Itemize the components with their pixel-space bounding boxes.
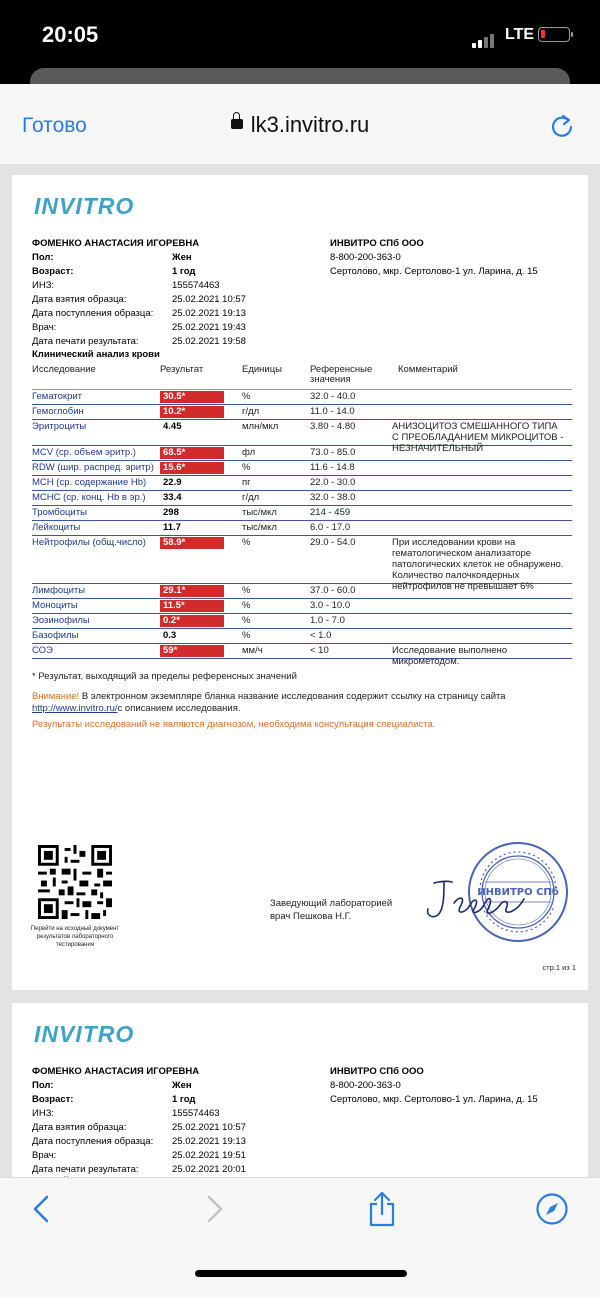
field-label: Возраст: [32,266,74,277]
signal-icon [472,30,496,48]
warning-text: В электронном экземпляре бланка название исследования содержит ссылку на страницу сайта [79,691,506,702]
field-label: Врач: [32,1150,57,1161]
field-label: Дата взятия образца: [32,1122,127,1133]
battery-icon [538,27,570,42]
lab-name: ИНВИТРО СПб ООО [330,1066,424,1077]
header-test: Исследование [32,364,96,375]
test-unit: фл [242,447,256,458]
test-result: 68.5* [160,447,224,459]
test-result: 0.2* [160,615,224,627]
document-page-1 [12,175,588,990]
qr-code-icon[interactable] [38,845,112,919]
field-label: Дата печати результата: [32,336,139,347]
qr-caption: Перейти на исходный документ результатов лабораторного тестирования [30,926,120,948]
lab-phone: 8-800-200-363-0 [330,1080,401,1091]
field-value: 25.02.2021 20:01 [172,1164,246,1175]
field-value: 1 год [172,1094,196,1105]
patient-name: ФОМЕНКО АНАСТАСИЯ ИГОРЕВНА [32,238,200,249]
test-result: 10.2* [160,406,224,418]
lab-address: Сертолово, мкр. Сертолово-1 ул. Ларина, д. 15 [330,266,538,277]
done-button[interactable]: Готово [22,114,87,137]
home-indicator [195,1270,407,1277]
test-reference: 32.0 - 38.0 [310,492,356,503]
browser-nav-bar [0,84,600,165]
lab-info [330,237,538,279]
test-unit: г/дл [242,492,260,503]
reload-icon[interactable] [550,112,574,143]
url-text: lk3.invitro.ru [250,112,370,137]
test-result: 59* [160,645,224,657]
test-result: 11.5* [160,600,224,612]
test-name[interactable]: Нейтрофилы (общ.число) [32,537,146,548]
back-icon[interactable] [30,1194,54,1229]
table-row [32,584,572,599]
field-label: Дата печати результата: [32,1164,139,1175]
invitro-link[interactable]: http://www.invitro.ru/ [32,703,118,714]
test-unit: млн/мкл [242,421,279,432]
document-page-2 [12,1003,588,1203]
test-name[interactable]: СОЭ [32,645,53,656]
network-type: LTE [505,26,535,43]
test-name[interactable]: RDW (шир. распред. эритр) [32,462,154,473]
table-row [32,461,572,476]
test-reference: 3.0 - 10.0 [310,600,351,611]
signatory-name: врач Пешкова Н.Г. [270,911,352,922]
test-reference: 32.0 - 40.0 [310,391,356,402]
test-comment: Исследование выполнено микрометодом. [392,645,508,667]
field-value: 25.02.2021 19:13 [172,1136,246,1147]
test-name[interactable]: MCV (ср. объем эритр.) [32,447,136,458]
signatory [270,897,392,923]
test-comment: АНИЗОЦИТОЗ СМЕШАННОГО ТИПА С ПРЕОБЛАДАНИЕМ МИКРОЦИТОВ - НЕЗНАЧИТЕЛЬНЫЙ [392,421,564,454]
field-value: 25.02.2021 19:58 [172,336,246,347]
patient-values [172,1079,246,1177]
document-viewport[interactable] [0,165,600,1177]
test-name[interactable]: Лимфоциты [32,585,86,596]
footnote: * Результат, выходящий за пределы референсных значений [32,671,297,682]
test-result: 298 [163,507,179,518]
section-title: Клинический анализ крови [32,349,160,360]
table-row [32,446,572,461]
field-label: Дата взятия образца: [32,294,127,305]
compass-icon[interactable] [535,1192,569,1231]
field-label: Возраст: [32,1094,74,1105]
field-label: Пол: [32,252,54,263]
test-unit: % [242,537,251,548]
test-result: 15.6* [160,462,224,474]
signature [420,875,530,925]
header-units: Единицы [242,364,283,375]
test-name[interactable]: Гемоглобин [32,406,84,417]
test-name[interactable]: Базофилы [32,630,79,641]
header-reference [310,365,372,385]
test-name[interactable]: Тромбоциты [32,507,87,518]
field-label: Пол: [32,1080,54,1091]
warning-text-2: с описанием исследования. [117,703,241,714]
test-name[interactable]: MCH (ср. содержание Hb) [32,477,147,488]
test-reference: 73.0 - 85.0 [310,447,356,458]
test-comment: При исследовании крови на гематологическом анализаторе патологических клеток не обнаружено. Количество палочкоядерных нейтрофилов не превышает 6% [392,537,564,592]
test-reference: 29.0 - 54.0 [310,537,356,548]
lab-phone: 8-800-200-363-0 [330,252,401,263]
test-name[interactable]: Моноциты [32,600,78,611]
patient-name: ФОМЕНКО АНАСТАСИЯ ИГОРЕВНА [32,1066,200,1077]
test-result: 4.45 [163,421,182,432]
browser-toolbar [0,1177,600,1298]
test-reference: 37.0 - 60.0 [310,585,356,596]
test-name[interactable]: Гематокрит [32,391,83,402]
field-label: Врач: [32,322,57,333]
test-result: 0.3 [163,630,177,641]
field-label: ИНЗ: [32,280,55,291]
status-time: 20:05 [42,22,99,47]
table-row [32,476,572,491]
test-name[interactable]: Эритроциты [32,421,87,432]
test-reference: < 1.0 [310,630,332,641]
test-reference: 11.6 - 14.8 [310,462,355,473]
table-row [32,491,572,506]
test-unit: % [242,585,251,596]
field-value: 25.02.2021 10:57 [172,294,246,305]
test-unit: пг [242,477,251,488]
disclaimer: Результаты исследований не являются диагнозом, необходима консультация специалиста. [32,719,436,730]
field-value: 155574463 [172,280,220,291]
field-value: 25.02.2021 19:13 [172,308,246,319]
test-unit: мм/ч [242,645,263,656]
header-reference-2: значения [310,374,351,385]
field-value: 25.02.2021 19:43 [172,322,246,333]
field-value: 25.02.2021 10:57 [172,1122,246,1133]
table-row [32,644,572,667]
test-result: 30.5* [160,391,224,403]
test-unit: тыс/мкл [242,522,277,533]
header-comment: Комментарий [398,364,458,375]
test-result: 22.9 [163,477,182,488]
field-value: Жен [172,1080,192,1091]
test-unit: % [242,391,251,402]
browser-sheet [0,84,600,1297]
table-row [32,521,572,536]
test-name[interactable]: Эозинофилы [32,615,90,626]
table-body [32,390,572,667]
table-row [32,629,572,644]
status-bar [0,0,600,72]
lock-icon [231,119,243,129]
patient-values [172,251,246,349]
test-unit: % [242,462,251,473]
table-row [32,614,572,629]
field-label: ИНЗ: [32,1108,55,1119]
table-row [32,599,572,614]
results-table [32,363,572,667]
url-bar[interactable] [0,112,600,138]
test-reference: 6.0 - 17.0 [310,522,351,533]
page-number: стр.1 из 1 [542,963,576,972]
field-label: Дата поступления образца: [32,308,154,319]
field-value: Жен [172,252,192,263]
test-result: 58.9* [160,537,224,549]
header-result: Результат [160,364,204,375]
table-row [32,405,572,420]
test-result: 11.7 [163,522,181,533]
lab-address: Сертолово, мкр. Сертолово-1 ул. Ларина, д. 15 [330,1094,538,1105]
warning-label: Внимание! [32,691,80,702]
test-reference: 214 - 459 [310,507,351,518]
test-reference: 3.80 - 4.80 [310,421,356,432]
table-header [32,363,572,390]
field-label: Дата поступления образца: [32,1136,154,1147]
test-reference: 22.0 - 30.0 [310,477,356,488]
test-reference: 11.0 - 14.0 [310,406,355,417]
field-value: 155574463 [172,1108,220,1119]
invitro-logo: INVITRO [34,1021,135,1047]
field-value: 1 год [172,266,196,277]
lab-name: ИНВИТРО СПб ООО [330,238,424,249]
test-unit: г/дл [242,406,260,417]
table-row [32,390,572,405]
stamp-text: ИНВИТРО СПб [477,887,559,898]
table-row [32,506,572,521]
invitro-logo: INVITRO [34,193,135,219]
signatory-title: Заведующий лабораторией [270,898,393,909]
test-unit: % [242,630,251,641]
warning-notice [32,691,562,715]
header-reference-1: Референсные [310,364,373,375]
test-result: 29.1* [160,585,224,597]
test-name[interactable]: Лейкоциты [32,522,81,533]
forward-icon[interactable] [202,1194,226,1229]
test-unit: тыс/мкл [242,507,277,518]
test-unit: % [242,600,251,611]
test-reference: < 10 [310,645,329,656]
test-name[interactable]: MCHC (ср. конц. Hb в эр.) [32,492,146,503]
lab-info [330,1065,538,1107]
test-unit: % [242,615,251,626]
test-result: 33.4 [163,492,182,503]
test-reference: 1.0 - 7.0 [310,615,345,626]
share-icon[interactable] [366,1190,398,1233]
field-value: 25.02.2021 19:51 [172,1150,246,1161]
